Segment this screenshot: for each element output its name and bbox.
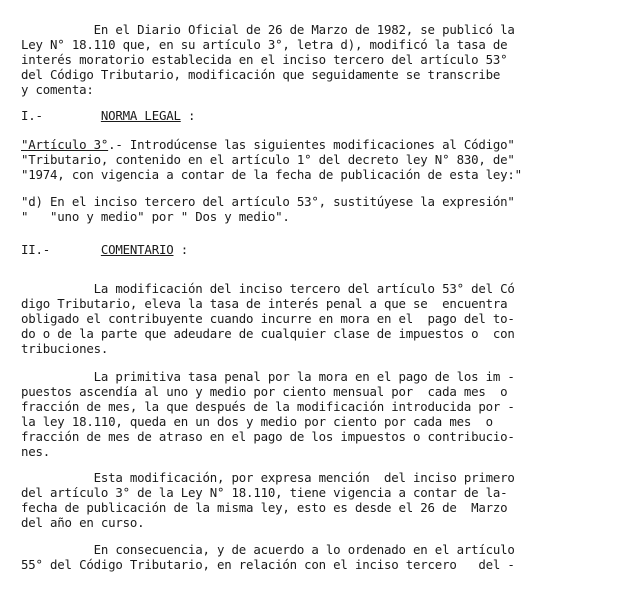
comentario-p1-line-3: obligado el contribuyente cuando incurre en mora en el pago del to- — [21, 311, 515, 326]
comentario-p2-line-1: La primitiva tasa penal por la mora en el pago de los im - — [21, 369, 515, 384]
letra-d-line-1: "d) En el inciso tercero del artículo 53°, sustitúyese la expresión" — [21, 194, 515, 209]
comentario-p2-line-3: fracción de mes, la que después de la modificación introducida por - — [21, 399, 515, 414]
letra-d-line-2: " "uno y medio" por " Dos y medio". — [21, 209, 290, 224]
norma-line-3: "1974, con vigencia a contar de la fecha de publicación de esta ley:" — [21, 167, 522, 182]
comentario-p2-line-2: puestos ascendía al uno y medio por ciento mensual por cada mes o — [21, 384, 508, 399]
comentario-p1-line-2: digo Tributario, eleva la tasa de interés penal a que se encuentra — [21, 296, 508, 311]
comentario-p2-line-6: nes. — [21, 444, 51, 459]
intro-line-5: y comenta: — [21, 82, 94, 97]
intro-line-3: interés moratorio establecida en el inciso tercero del artículo 53° — [21, 52, 508, 67]
section-title: NORMA LEGAL — [100, 108, 181, 123]
comentario-p3-line-2: del artículo 3° de la Ley N° 18.110, tiene vigencia a contar de la- — [21, 485, 508, 500]
comentario-p1-line-5: tribuciones. — [21, 341, 109, 356]
comentario-p1-line-1: La modificación del inciso tercero del artículo 53° del Có — [21, 281, 515, 296]
comentario-p1-line-4: do o de la parte que adeudare de cualquier clase de impuestos o con — [21, 326, 515, 341]
norma-line-1 — [21, 137, 515, 152]
section-numeral: I.- — [21, 108, 43, 123]
section-heading-norma-legal — [21, 108, 195, 123]
comentario-p4-line-1: En consecuencia, y de acuerdo a lo ordenado en el artículo — [21, 542, 515, 557]
section-colon: : — [180, 242, 189, 257]
intro-line-2: Ley N° 18.110 que, en su artículo 3°, letra d), modificó la tasa de — [21, 37, 508, 52]
comentario-p2-line-5: fracción de mes de atraso en el pago de los impuestos o contribucio- — [21, 429, 515, 444]
comentario-p3-line-3: fecha de publicación de la misma ley, esto es desde el 26 de Marzo — [21, 500, 508, 515]
intro-line-4: del Código Tributario, modificación que seguidamente se transcribe — [21, 67, 501, 82]
section-heading-comentario — [21, 242, 188, 257]
comentario-p3-line-1: Esta modificación, por expresa mención del inciso primero — [21, 470, 515, 485]
section-numeral: II.- — [21, 242, 51, 257]
norma-line-2: "Tributario, contenido en el artículo 1° del decreto ley N° 830, de" — [21, 152, 515, 167]
comentario-p3-line-4: del año en curso. — [21, 515, 145, 530]
comentario-p4-line-2: 55° del Código Tributario, en relación con el inciso tercero del - — [21, 557, 515, 572]
section-title: COMENTARIO — [100, 242, 174, 257]
intro-line-1: En el Diario Oficial de 26 de Marzo de 1982, se publicó la — [21, 22, 515, 37]
article-label: "Artículo 3° — [21, 137, 109, 152]
comentario-p2-line-4: la ley 18.110, queda en un dos y medio por ciento por cada mes o — [21, 414, 493, 429]
section-colon: : — [188, 108, 196, 123]
norma-line-1-text: .- Introdúcense las siguientes modificaciones al Código" — [108, 137, 515, 152]
